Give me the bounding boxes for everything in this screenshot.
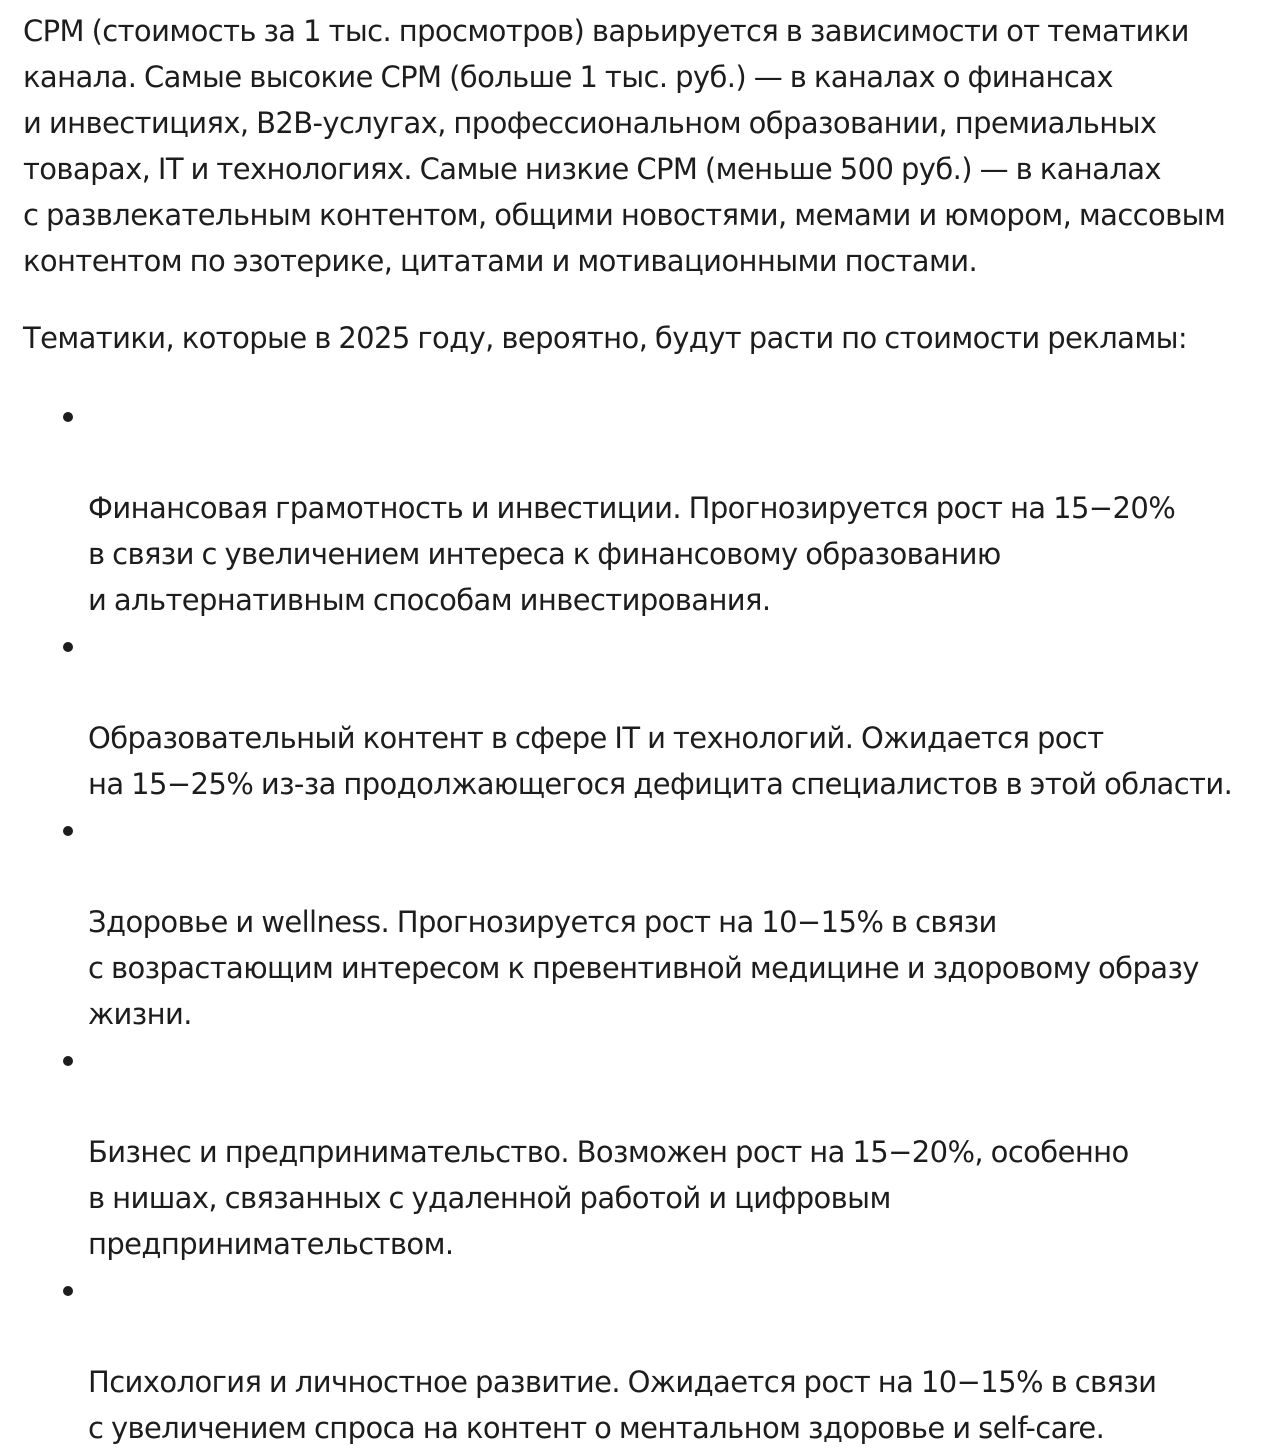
bullet-icon [63, 1056, 73, 1066]
trends-intro: Тематики, которые в 2025 году, вероятно, будут расти по стоимости рекламы: [23, 321, 1188, 355]
cpm-paragraph: CPM (стоимость за 1 тыс. просмотров) варьируется в зависимости от тематики канала. Самые высокие CPM (больше 1 тыс. руб.) — в каналах о финансах и инвестициях, B2B-услугах, профессиональном образовании, премиальных товарах, IT и технологиях. Самые низкие CPM (меньше 500 руб.) — в каналах с развлекательным контентом, общими новостями, мемами и юмором, массовым контентом по эзотерике, цитатами и мотивационными постами. [23, 14, 1226, 278]
trend-text: Образовательный контент в сфере IT и технологий. Ожидается рост на 15−25% из-за продолжающегося дефицита специалистов в этой области. [88, 721, 1233, 801]
trend-list [23, 393, 1258, 1451]
bullet-icon [63, 826, 73, 836]
trend-item-health [88, 807, 1258, 1037]
trend-item-business [88, 1037, 1258, 1267]
bullet-icon [63, 412, 73, 422]
trend-text: Психология и личностное развитие. Ожидается рост на 10−15% в связи с увеличением спроса на контент о ментальном здоровье и self-care. [88, 1365, 1157, 1445]
bullet-icon [63, 642, 73, 652]
trend-text: Финансовая грамотность и инвестиции. Прогнозируется рост на 15−20% в связи с увеличением интереса к финансовому образованию и альтернативным способам инвестирования. [88, 491, 1176, 617]
article-body [23, 8, 1258, 1451]
trend-item-it-education [88, 623, 1258, 807]
trend-text: Здоровье и wellness. Прогнозируется рост на 10−15% в связи с возрастающим интересом к превентивной медицине и здоровому образу жизни. [88, 905, 1199, 1031]
trend-item-finance [88, 393, 1258, 623]
trend-item-psychology [88, 1267, 1258, 1451]
bullet-icon [63, 1286, 73, 1296]
trend-text: Бизнес и предпринимательство. Возможен рост на 15−20%, особенно в нишах, связанных с удаленной работой и цифровым предпринимательством. [88, 1135, 1129, 1261]
